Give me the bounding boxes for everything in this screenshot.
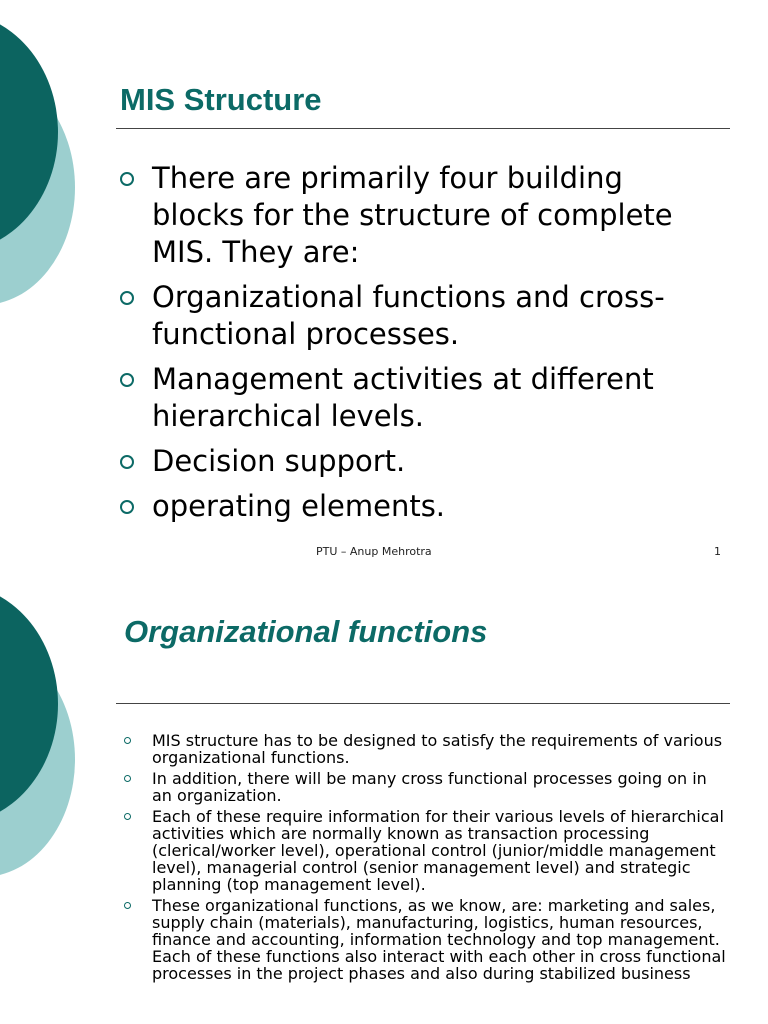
bullet-circle-icon [120,500,134,514]
bullet-item: These organizational functions, as we know, are: marketing and sales, supply chain (materials), manufacturing, logistics, human resources, finance and accounting, information technology and top management. Each of these functions also interact with each other in cross functional processes in the project phases and also during stabilized business [118,897,726,982]
bullet-list [118,160,718,533]
slide-footer: PTU – Anup Mehrotra [316,545,432,558]
title-divider [116,703,730,704]
bullet-item: In addition, there will be many cross functional processes going on in an organization. [118,770,726,804]
bullet-item: Organizational functions and cross-functional processes. [118,279,718,353]
bullet-item: Decision support. [118,443,718,480]
bullet-item: Management activities at different hierarchical levels. [118,361,718,435]
bullet-circle-icon [124,775,131,782]
slide-title: Organizational functions [124,614,488,649]
bullet-item: MIS structure has to be designed to satisfy the requirements of various organizational functions. [118,732,726,766]
bullet-circle-icon [120,373,134,387]
slide-2 [0,572,768,1024]
bullet-item: There are primarily four building blocks for the structure of complete MIS. They are: [118,160,718,271]
bullet-circle-icon [124,737,131,744]
bullet-list [118,732,726,986]
bullet-circle-icon [120,291,134,305]
bullet-item: operating elements. [118,488,718,525]
bullet-circle-icon [120,455,134,469]
bullet-circle-icon [120,172,134,186]
bullet-circle-icon [124,902,131,909]
slide-title: MIS Structure [120,82,322,117]
title-divider [116,128,730,129]
bullet-item: Each of these require information for their various levels of hierarchical activities which are normally known as transaction processing (clerical/worker level), operational control (junior/middle management level), managerial control (senior management level) and strategic planning (top management level). [118,808,726,893]
bullet-circle-icon [124,813,131,820]
page-number: 1 [714,545,721,558]
